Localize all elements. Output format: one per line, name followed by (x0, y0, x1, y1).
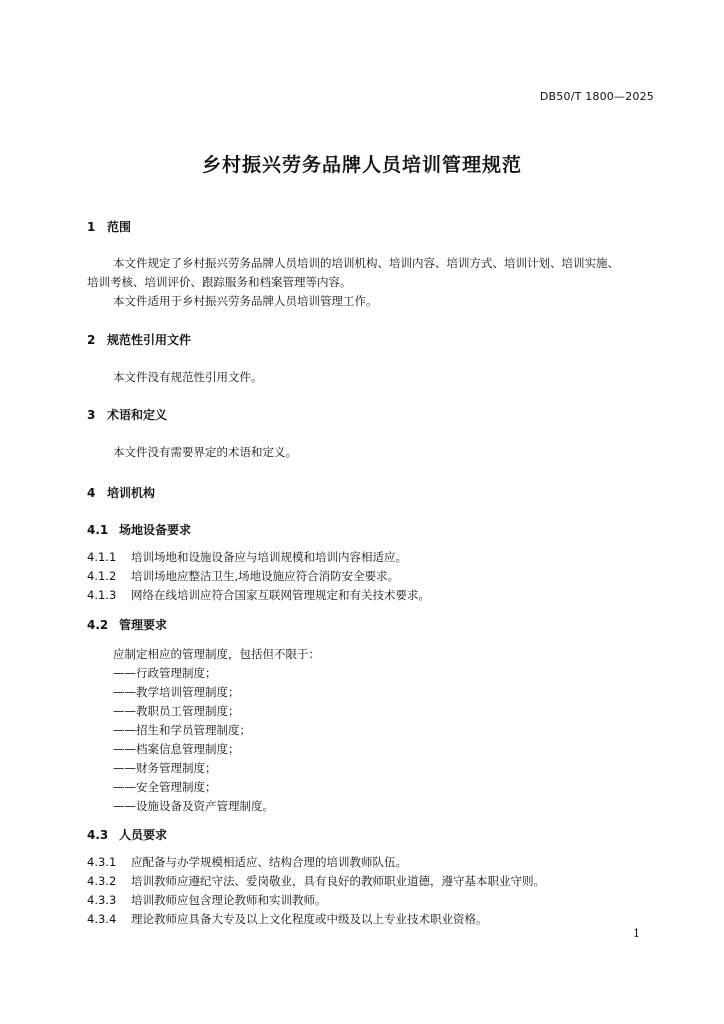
clause-number: 4.3.4 (87, 912, 117, 926)
clause-4-3-1 (87, 854, 407, 870)
list-item: ——档案信息管理制度； (113, 742, 240, 756)
subsection-4-3-heading (87, 826, 167, 843)
section-title: 培训机构 (107, 486, 156, 500)
list-item: ——设施设备及资产管理制度。 (113, 799, 274, 813)
clause-text: 培训教师应遵纪守法、爱岗敬业，具有良好的教师职业道德，遵守基本职业守则。 (131, 874, 545, 888)
list-item: ——安全管理制度； (113, 780, 217, 794)
clause-4-3-3 (87, 892, 327, 908)
subsection-title: 场地设备要求 (119, 523, 192, 537)
clause-4-1-1 (87, 549, 407, 565)
clause-text: 理论教师应具备大专及以上文化程度或中级及以上专业技术职业资格。 (131, 912, 488, 926)
clause-number: 4.3.3 (87, 893, 117, 907)
scope-paragraph-line-1: 本文件规定了乡村振兴劳务品牌人员培训的培训机构、培训内容、培训方式、培训计划、培训实施、 (113, 256, 619, 270)
document-title: 乡村振兴劳务品牌人员培训管理规范 (201, 154, 522, 176)
section-title: 术语和定义 (107, 408, 168, 422)
section-3-heading (87, 406, 167, 423)
subsection-title: 管理要求 (119, 618, 168, 632)
section-title: 范围 (107, 220, 132, 234)
scope-applicability-paragraph: 本文件适用于乡村振兴劳务品牌人员培训管理工作。 (113, 294, 378, 308)
clause-number: 4.1.3 (87, 588, 117, 602)
list-item: ——财务管理制度； (113, 761, 217, 775)
section-number: 3 (87, 408, 96, 422)
clause-number: 4.3.2 (87, 874, 117, 888)
section-4-heading (87, 484, 155, 501)
clause-4-3-4 (87, 911, 488, 927)
clause-4-3-2 (87, 873, 545, 889)
clause-number: 4.1.2 (87, 569, 117, 583)
page-number: 1 (633, 927, 640, 940)
clause-number: 4.3.1 (87, 855, 117, 869)
normative-references-paragraph: 本文件没有规范性引用文件。 (113, 370, 263, 384)
clause-text: 培训场地应整洁卫生,场地设施应符合消防安全要求。 (131, 569, 400, 583)
section-number: 1 (87, 220, 96, 234)
clause-text: 网络在线培训应符合国家互联网管理规定和有关技术要求。 (131, 588, 430, 602)
list-item: ——教职员工管理制度； (113, 704, 240, 718)
subsection-4-2-heading (87, 616, 167, 633)
standard-code: DB50/T 1800—2025 (539, 90, 654, 103)
clause-4-1-2 (87, 568, 399, 584)
terms-definitions-paragraph: 本文件没有需要界定的术语和定义。 (113, 445, 297, 459)
list-item: ——招生和学员管理制度； (113, 723, 251, 737)
subsection-title: 人员要求 (119, 828, 168, 842)
clause-number: 4.1.1 (87, 550, 117, 564)
clause-text: 应配备与办学规模相适应、结构合理的培训教师队伍。 (131, 855, 407, 869)
section-number: 2 (87, 333, 96, 347)
list-item: ——教学培训管理制度； (113, 685, 240, 699)
scope-paragraph-line-2: 培训考核、培训评价、跟踪服务和档案管理等内容。 (87, 275, 352, 289)
section-number: 4 (87, 486, 96, 500)
subsection-number: 4.2 (87, 618, 109, 632)
subsection-4-1-heading (87, 521, 191, 538)
section-title: 规范性引用文件 (107, 333, 192, 347)
list-item: ——行政管理制度； (113, 666, 217, 680)
subsection-number: 4.1 (87, 523, 109, 537)
clause-4-1-3 (87, 587, 430, 603)
section-1-heading (87, 218, 131, 235)
clause-text: 培训场地和设施设备应与培训规模和培训内容相适应。 (131, 550, 407, 564)
clause-text: 培训教师应包含理论教师和实训教师。 (131, 893, 327, 907)
management-requirements-intro: 应制定相应的管理制度，包括但不限于： (113, 647, 320, 661)
subsection-number: 4.3 (87, 828, 109, 842)
section-2-heading (87, 331, 191, 348)
